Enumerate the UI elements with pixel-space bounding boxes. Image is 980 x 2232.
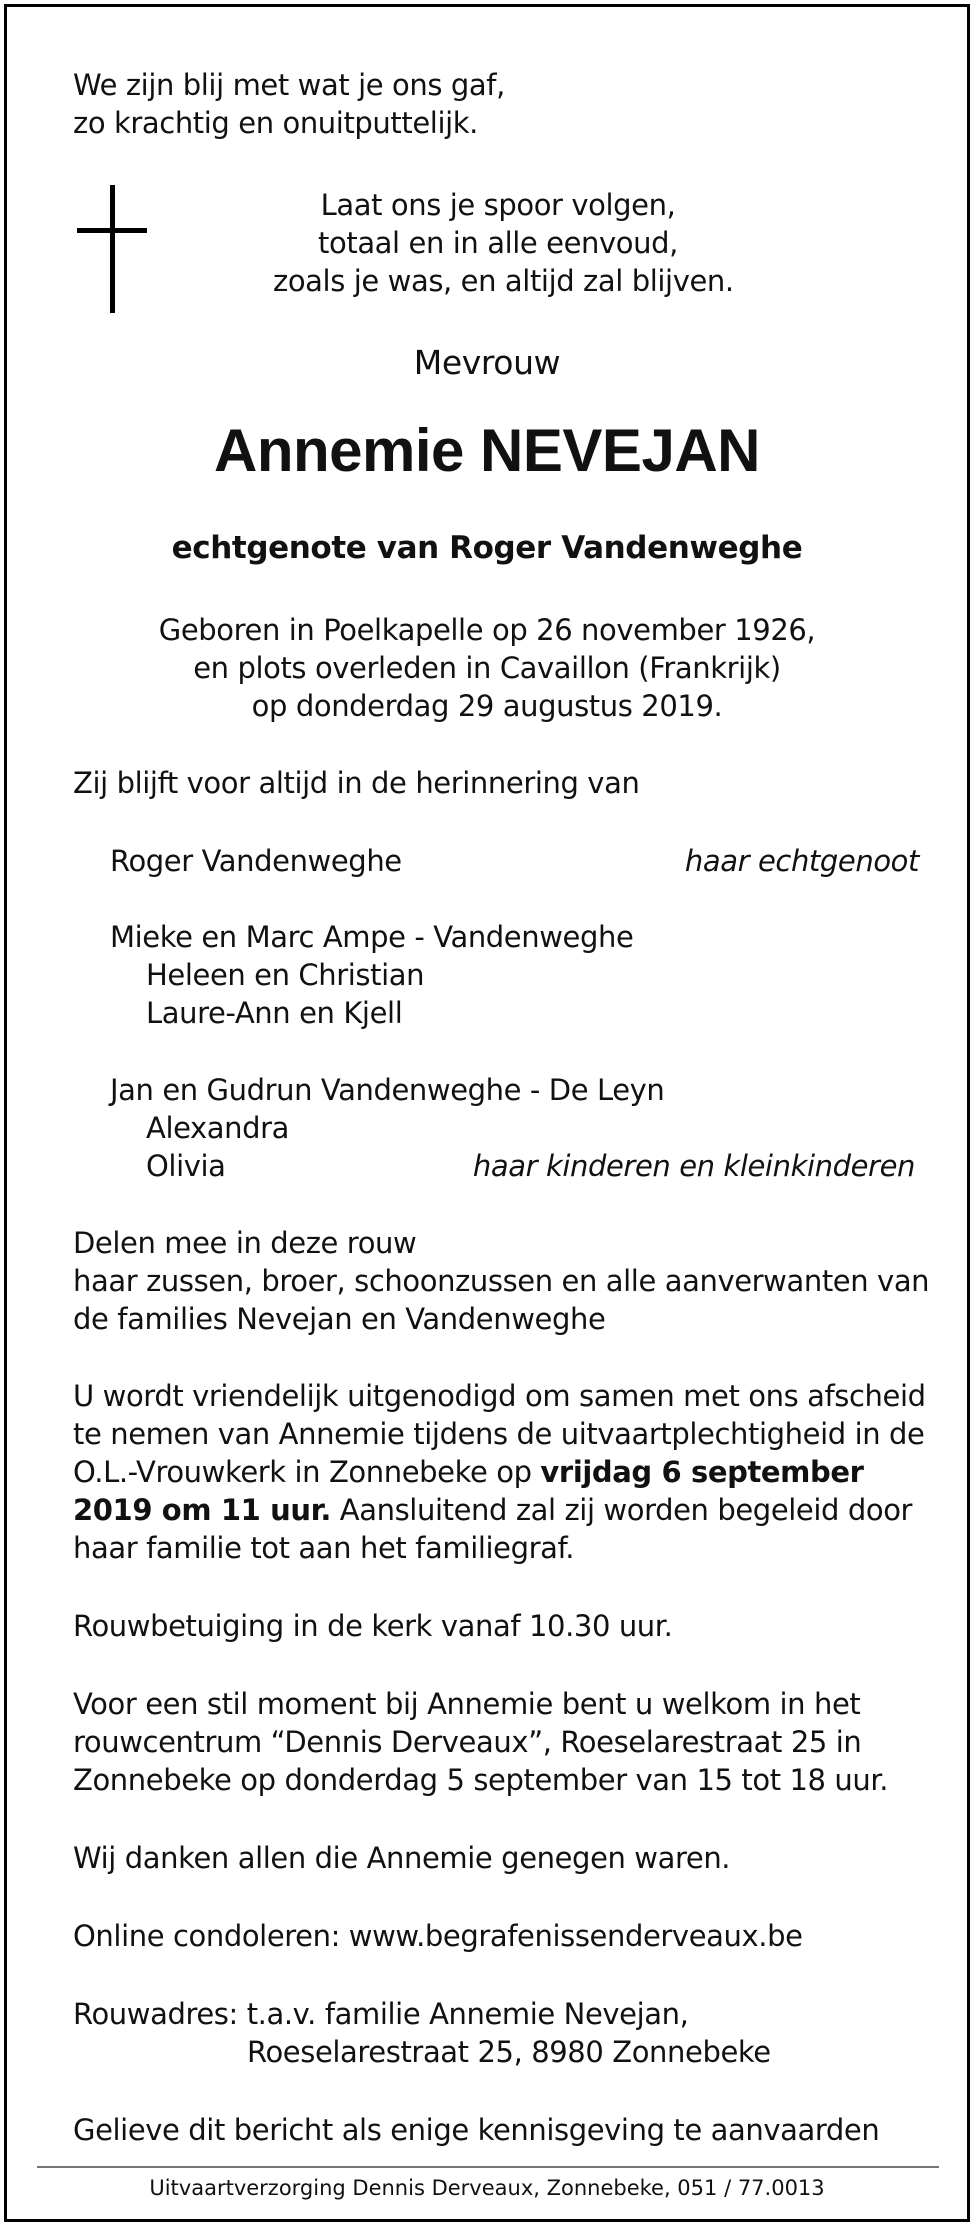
memory-intro: Zij blijft voor altijd in de herinnering van xyxy=(73,766,640,800)
children-role: haar kinderen en kleinkinderen xyxy=(472,1149,915,1183)
condolence-church: Rouwbetuiging in de kerk vanaf 10.30 uur. xyxy=(73,1609,673,1643)
poem-right-line-3: zoals je was, en altijd zal blijven. xyxy=(273,264,734,298)
family-group2-line-3: Olivia xyxy=(146,1149,226,1183)
birth-death-line-2: en plots overleden in Cavaillon (Frankrijk) xyxy=(193,651,781,685)
family-group1-line-2: Heleen en Christian xyxy=(146,958,425,992)
notice-line: Gelieve dit bericht als enige kennisgeving te aanvaarden xyxy=(73,2113,880,2147)
spouse-name: Roger Vandenweghe xyxy=(110,844,402,878)
deceased-name: Annemie NEVEJAN xyxy=(214,417,760,484)
family-group1-line-1: Mieke en Marc Ampe - Vandenweghe xyxy=(110,920,634,954)
mourning-line-3: de families Nevejan en Vandenweghe xyxy=(73,1302,606,1336)
invitation-line-3: O.L.-Vrouwkerk in Zonnebeke op vrijdag 6 september xyxy=(73,1455,864,1489)
invitation-line-1: U wordt vriendelijk uitgenodigd om samen met ons afscheid xyxy=(73,1379,926,1413)
birth-death-line-3: op donderdag 29 augustus 2019. xyxy=(251,689,723,723)
salutation: Mevrouw xyxy=(413,343,561,382)
invitation-line-2: te nemen van Annemie tijdens de uitvaartplechtigheid in de xyxy=(73,1417,925,1451)
poem-right-line-2: totaal en in alle eenvoud, xyxy=(318,226,678,260)
poem-right-line-1: Laat ons je spoor volgen, xyxy=(320,188,676,222)
invitation-line-4: 2019 om 11 uur. Aansluitend zal zij worden begeleid door xyxy=(73,1493,913,1527)
spouse-line: echtgenote van Roger Vandenweghe xyxy=(171,530,803,566)
family-group1-line-3: Laure-Ann en Kjell xyxy=(146,996,403,1030)
cross-icon xyxy=(77,185,147,313)
footer-divider xyxy=(37,2166,939,2168)
obituary-card xyxy=(4,4,970,2222)
address-line-2: Roeselarestraat 25, 8980 Zonnebeke xyxy=(247,2035,771,2069)
visit-line-2: rouwcentrum “Dennis Derveaux”, Roeselarestraat 25 in xyxy=(73,1725,862,1759)
visit-line-3: Zonnebeke op donderdag 5 september van 15 tot 18 uur. xyxy=(73,1763,889,1797)
thanks-line: Wij danken allen die Annemie genegen waren. xyxy=(73,1841,731,1875)
mourning-line-2: haar zussen, broer, schoonzussen en alle aanverwanten van xyxy=(73,1264,930,1298)
poem-top-line-1: We zijn blij met wat je ons gaf, xyxy=(73,68,505,102)
invitation-line-5: haar familie tot aan het familiegraf. xyxy=(73,1531,575,1565)
footer-funeral-home: Uitvaartverzorging Dennis Derveaux, Zonnebeke, 051 / 77.0013 xyxy=(149,2176,825,2200)
spouse-role: haar echtgenoot xyxy=(684,844,919,878)
address-line-1: Rouwadres: t.a.v. familie Annemie Nevejan, xyxy=(73,1997,689,2031)
service-time-bold: 2019 om 11 uur. xyxy=(73,1493,331,1527)
visit-line-1: Voor een stil moment bij Annemie bent u welkom in het xyxy=(73,1687,861,1721)
mourning-line-1: Delen mee in deze rouw xyxy=(73,1226,417,1260)
online-condolence: Online condoleren: www.begrafenissenderveaux.be xyxy=(73,1919,803,1953)
family-group2-line-1: Jan en Gudrun Vandenweghe - De Leyn xyxy=(110,1073,665,1107)
poem-top-line-2: zo krachtig en onuitputtelijk. xyxy=(73,106,478,140)
birth-death-line-1: Geboren in Poelkapelle op 26 november 1926, xyxy=(158,613,816,647)
family-group2-line-2: Alexandra xyxy=(146,1111,290,1145)
service-date-bold: vrijdag 6 september xyxy=(540,1455,864,1489)
